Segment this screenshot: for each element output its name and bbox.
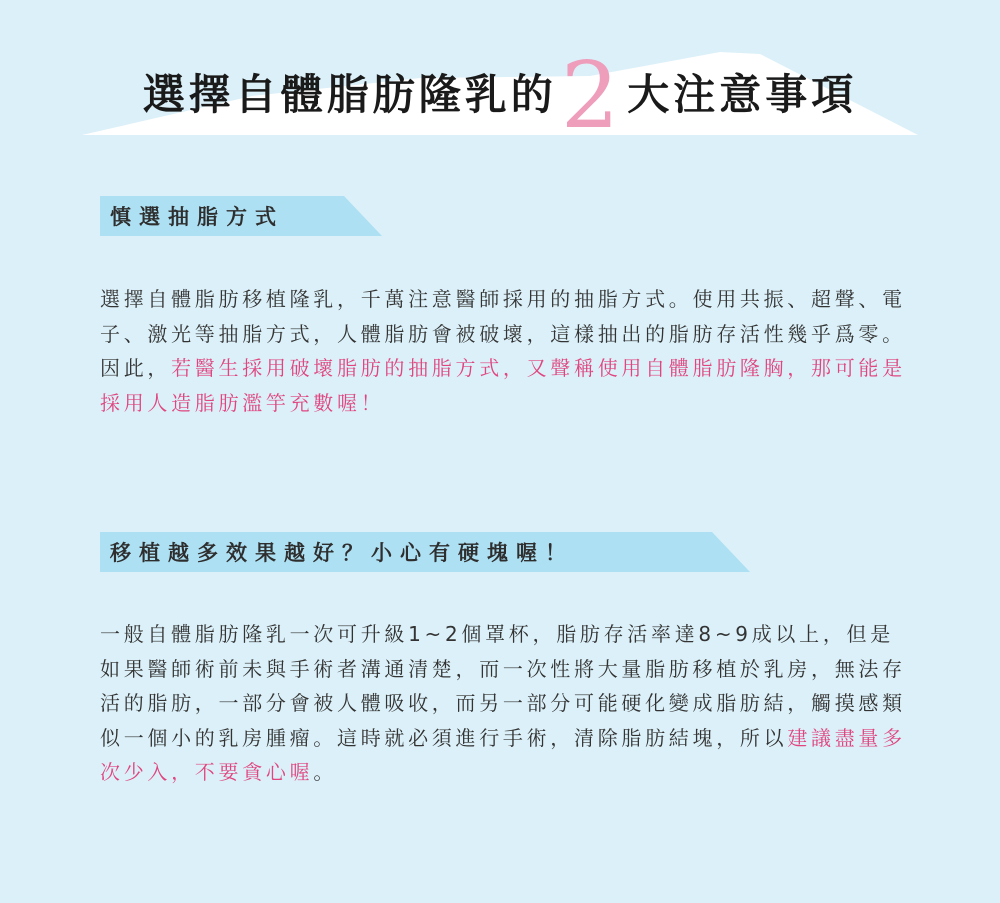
section-body-2-text-after: 。 bbox=[313, 760, 338, 784]
section-heading-2-label: 移植越多效果越好？小心有硬塊喔！ bbox=[110, 541, 574, 565]
section-body-1-text: 選擇自體脂肪移植隆乳，千萬注意醫師採用的抽脂方式。使用共振、超聲、電子、激光等抽脂方式，人體脂肪會被破壞，這樣抽出的脂肪存活性幾乎爲零。因此， bbox=[100, 287, 906, 380]
section-body-1 bbox=[100, 282, 910, 420]
title-banner bbox=[0, 0, 1000, 150]
section-heading-2 bbox=[100, 532, 760, 572]
section-body-1-highlight: 若醫生採用破壞脂肪的抽脂方式，又聲稱使用自體脂肪隆胸，那可能是採用人造脂肪濫竽充數喔！ bbox=[100, 356, 906, 415]
section-body-2-highlight: 建議盡量多次少入，不要貪心喔 bbox=[100, 725, 906, 784]
title-text-after: 大注意事項 bbox=[627, 70, 858, 119]
section-heading-1-label: 慎選抽脂方式 bbox=[110, 205, 284, 229]
section-body-2-text: 一般自體脂肪隆乳一次可升級1~2個罩杯，脂肪存活率達8~9成以上，但是如果醫師術前未與手術者溝通清楚，而一次性將大量脂肪移植於乳房，無法存活的脂肪，一部分會被人體吸收，而另一部分可能硬化變成脂肪結，觸摸感類似一個小的乳房腫瘤。這時就必須進行手術，清除脂肪結塊，所以 bbox=[100, 622, 906, 750]
section-body-2 bbox=[100, 617, 910, 790]
page-title: 選擇自體脂肪隆乳的2大注意事項 bbox=[142, 42, 858, 149]
section-heading-1 bbox=[100, 196, 390, 236]
title-text-before: 選擇自體脂肪隆乳的 bbox=[142, 70, 557, 119]
